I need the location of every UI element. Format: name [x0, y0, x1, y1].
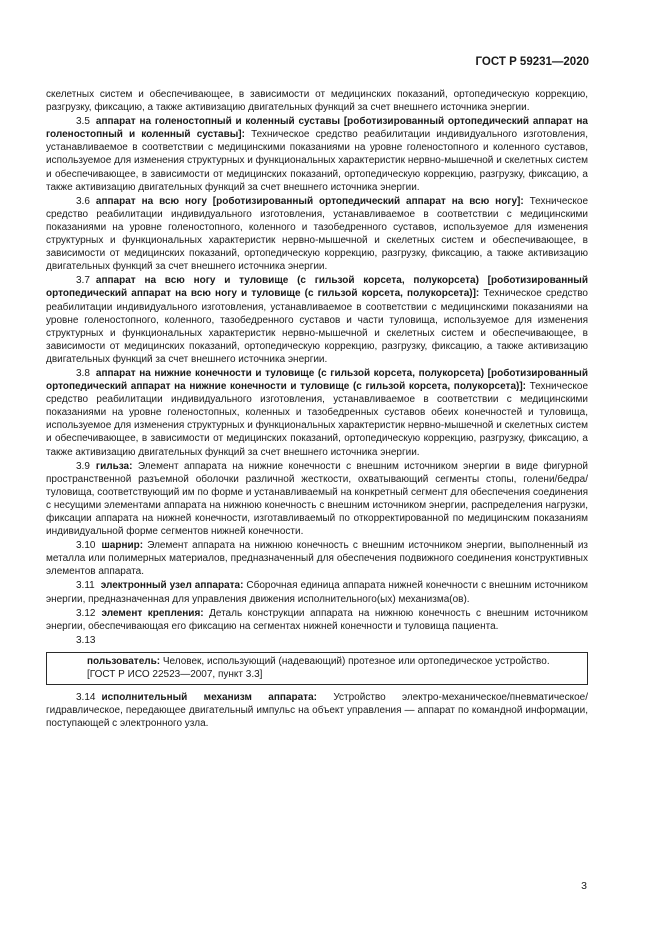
terms-list: [46, 115, 588, 633]
intro-paragraph: скелетных систем и обеспечивающее, в зависимости от медицинских показаний, ортопедическую коррекцию, разгрузку, фиксацию, а также активизацию двигательных функций за счет внешнего источника энергии.: [46, 89, 588, 114]
term-title: аппарат на голеностопный и коленный суставы [роботизированный ортопедический аппарат на голеностопный и коленный суставы]:: [46, 116, 588, 141]
term-title: аппарат на всю ногу [роботизированный ортопедический аппарат на всю ногу]:: [95, 195, 524, 207]
term-title: аппарат на нижние конечности и туловище (с гильзой корсета, полукорсета) [роботизированный ортопедический аппарат на нижние конечности и туловище (с гильзой корсета, полукорсета)]:: [46, 367, 588, 393]
term-number: 3.14: [76, 692, 96, 704]
source-reference: [ГОСТ Р ИСО 22523—2007, пункт 3.3]: [87, 669, 263, 681]
term-definition: Техническое средство реабилитации индивидуального изготовления, устанавливаемое в соответствии с медицинскими показаниями на уровне голеностопного, коленного и тазобедренного суставов, используемое для изменения структурных и функциональных характеристик нервно-мышечной и скелетных систем и обеспечивающее, в зависимости от медицинских показаний, ортопедическую коррекцию, разгрузку, фиксацию, а также активизацию двигательных функций за счет внешнего источника энергии.: [46, 195, 589, 273]
term-definition: Техническое средство реабилитации индивидуального изготовления, устанавливаемое в соответствии с медицинскими показаниями на уровне голеностопных, коленных и тазобедренных суставов обеих конечностей и туловища, используемое для изменения структурных и функциональных характеристик нервно-мышечной и скелетных систем и обеспечивающее, в зависимости от медицинских показаний, ортопедическую коррекцию, разгрузку, фиксацию, а также активизацию двигательных функций за счет внешнего источника энергии.: [46, 381, 589, 458]
term-title: аппарат на всю ногу и туловище (с гильзой корсета, полукорсета) [роботизированный ортопедический аппарат на всю ногу и туловище (с гильзой корсета, полукорсета)]:: [46, 275, 588, 300]
term-paragraph: [46, 460, 588, 539]
term-number: 3.7: [76, 275, 90, 287]
term-paragraph: [46, 539, 588, 578]
term-number: 3.5: [76, 116, 90, 128]
term-title: шарнир:: [101, 540, 144, 552]
term-paragraph: [46, 579, 588, 605]
term-definition: Элемент аппарата на нижние конечности с внешним источником энергии в виде фигурной пространственной разъемной оболочки различной жесткости, охватывающий сегменты стопы, голени/бедра/туловища, соответствующий им по форме и устанавливаемый на конкретный сегмент для обеспечения соединения с несущими элементами аппарата на нижнюю конечность с внешним источником энергии, распределения нагрузки, фиксации аппарата на нижней конечности, изготавливаемый по откорректированной по медицинским показаниям индивидуальной форме сегментов нижней конечности.: [46, 460, 588, 538]
term-definition: Сборочная единица аппарата нижней конечности с внешним источником энергии, предназначенная для управления движения исполнительного(ых) механизма(ов).: [46, 580, 589, 605]
document-body: [46, 88, 588, 731]
term-number: 3.11: [76, 580, 95, 592]
term-title: элемент крепления:: [101, 607, 204, 619]
term-number: 3.8: [76, 367, 90, 379]
term-definition: Техническое средство реабилитации индивидуального изготовления, устанавливаемое в соответствии с медицинскими показаниями на уровне голеностопного, коленного, тазобедренного суставов и части туловища, используемое для изменения структурных и функциональных характеристик нервно-мышечной и скелетных систем и обеспечивающее, в зависимости от медицинских показаний, ортопедическую коррекцию, разгрузку, фиксацию, а также активизацию двигательных функций за счет внешнего источника энергии.: [46, 288, 588, 365]
boxed-term-paragraph: [57, 655, 581, 668]
term-title: гильза:: [95, 460, 133, 472]
term-number: 3.10: [76, 540, 96, 552]
term-paragraph: [46, 367, 588, 459]
term-definition: Техническое средство реабилитации индивидуального изготовления, устанавливаемое в соответствии с медицинскими показаниями на уровне голеностопного и коленного суставов, используемое для изменения структурных и функциональных характеристик нервно-мышечной и скелетных систем и обеспечивающее, в зависимости от медицинских показаний, ортопедическую коррекцию, разгрузку, фиксацию, а также активизацию двигательных функций за счет внешнего источника энергии.: [46, 129, 588, 193]
term-paragraph: [46, 607, 588, 633]
term-number-3-13: 3.13: [76, 634, 96, 646]
term-definition: Устройство электро-механическое/пневматическое/гидравлическое, передающее двигательный импульс на объект управления — аппарат по командной информации, поступающей с электронного узла.: [46, 692, 589, 730]
term-definition: Элемент аппарата на нижнюю конечность с внешним источником энергии, выполненный из металла или полимерных материалов, предназначенный для обеспечения подвижного соединения конструктивных элементов аппарата.: [46, 540, 588, 578]
page-number: 3: [581, 880, 587, 892]
term-definition: Человек, использующий (надевающий) протезное или ортопедическое устройство.: [162, 655, 550, 667]
term-paragraph-3-14: [46, 691, 588, 730]
term-title: пользователь:: [87, 655, 161, 667]
document-header: ГОСТ Р 59231—2020: [475, 56, 589, 68]
term-paragraph: [46, 195, 588, 274]
term-title: исполнительный механизм аппарата:: [101, 692, 317, 704]
term-paragraph: [46, 115, 588, 194]
term-number: 3.12: [76, 607, 96, 619]
term-number: 3.6: [76, 195, 90, 207]
term-definition: Деталь конструкции аппарата на нижнюю конечность с внешним источником энергии, обеспечивающая его фиксацию на сегментах нижней конечности и туловища пациента.: [46, 607, 588, 632]
term-paragraph: [46, 274, 588, 366]
term-number: 3.9: [76, 460, 90, 472]
term-title: электронный узел аппарата:: [100, 580, 244, 592]
boxed-definition: [46, 652, 588, 685]
